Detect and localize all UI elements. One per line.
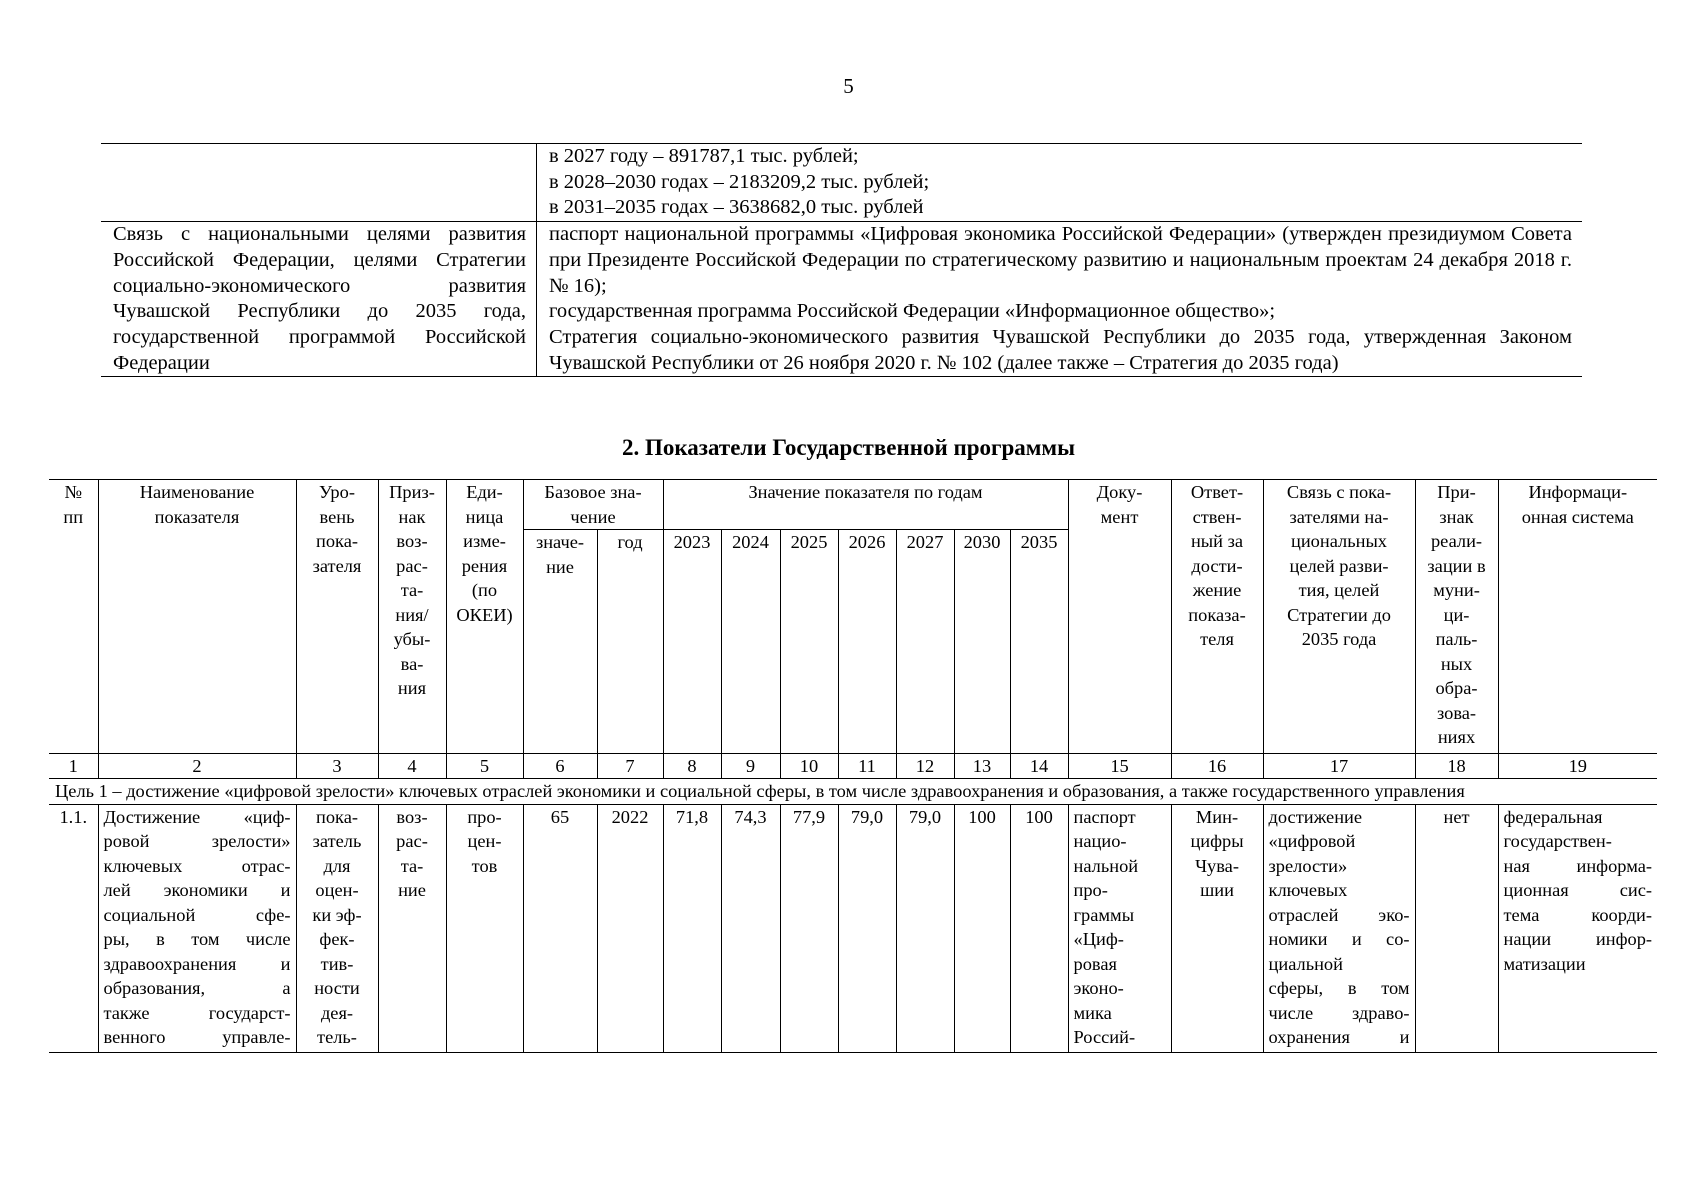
header-municipal: При- знак реали- зации в муни- ци- паль- ных обра- зова- ниях (1415, 480, 1498, 754)
header-year-2026: 2026 (838, 530, 896, 754)
header-years-group: Значение показателя по годам (663, 480, 1068, 530)
row-value-2025: 77,9 (780, 804, 838, 1052)
row-document: паспорт нацио- нальной про- граммы «Циф- ровая эконо- мика Россий- (1068, 804, 1171, 1052)
goal-row (49, 779, 1657, 805)
row-value-2027: 79,0 (896, 804, 954, 1052)
header-link: Связь с пока- зателями на- циональных целей разви- тия, целей Стратегии до 2035 года (1263, 480, 1415, 754)
funding-line: в 2028–2030 годах – 2183209,2 тыс. рублей; (549, 170, 930, 193)
passport-row-links (101, 222, 1582, 377)
section-title: 2. Показатели Государственной программы (621, 435, 1076, 460)
row-level: пока- затель для оцен- ки эф- фек- тив- ности дея- тель- (296, 804, 378, 1052)
column-number: 12 (896, 754, 954, 779)
table-row (49, 804, 1657, 1052)
column-number: 19 (1498, 754, 1657, 779)
goal-text: Цель 1 – достижение «цифровой зрелости» ключевых отраслей экономики и социальной сферы, в том числе здравоохранения и образования, а также государственного управления (49, 779, 1657, 805)
row-municipal: нет (1415, 804, 1498, 1052)
header-info-system: Информаци- онная система (1498, 480, 1657, 754)
indicators-table (49, 479, 1657, 1053)
header-year-2030: 2030 (954, 530, 1010, 754)
row-sign: воз- рас- та- ние (378, 804, 446, 1052)
column-number: 9 (721, 754, 780, 779)
row-unit: про- цен- тов (446, 804, 523, 1052)
header-document: Доку- мент (1068, 480, 1171, 754)
row-number: 1.1. (49, 804, 98, 1052)
column-number: 7 (597, 754, 663, 779)
column-number: 6 (523, 754, 597, 779)
passport-row-funding (101, 144, 1582, 222)
column-number: 11 (838, 754, 896, 779)
page-number: 5 (843, 74, 854, 98)
row-value-2030: 100 (954, 804, 1010, 1052)
column-number: 5 (446, 754, 523, 779)
header-year-2024: 2024 (721, 530, 780, 754)
header-base: Базовое зна- чение (523, 480, 663, 530)
header-unit: Еди- ница изме- рения (по ОКЕИ) (446, 480, 523, 754)
link-value-line: государственная программа Российской Федерации «Информационное общество»; (549, 300, 1276, 323)
header-year-2025: 2025 (780, 530, 838, 754)
funding-line: в 2027 году – 891787,1 тыс. рублей; (549, 145, 859, 167)
column-number: 18 (1415, 754, 1498, 779)
passport-link-value (537, 222, 1583, 377)
row-value-2023: 71,8 (663, 804, 721, 1052)
column-number: 3 (296, 754, 378, 779)
link-value-line: паспорт национальной программы «Цифровая экономика Российской Федерации» (утвержден президиумом Совета при Президенте Российской Федерации по стратегическому развитию и национальным проектам 24 декабря 2018 г. № 16); (549, 223, 1572, 297)
row-base-year: 2022 (597, 804, 663, 1052)
header-responsible: Ответ- ствен- ный за дости- жение показа- теля (1171, 480, 1263, 754)
header-level: Уро- вень пока- зателя (296, 480, 378, 754)
header-year-2035: 2035 (1010, 530, 1068, 754)
column-number: 4 (378, 754, 446, 779)
header-base-value: значе- ние (523, 530, 597, 754)
column-number: 8 (663, 754, 721, 779)
row-value-2035: 100 (1010, 804, 1068, 1052)
row-base-value: 65 (523, 804, 597, 1052)
column-number: 2 (98, 754, 296, 779)
column-number: 15 (1068, 754, 1171, 779)
header-name: Наименование показателя (98, 480, 296, 754)
column-number: 14 (1010, 754, 1068, 779)
header-year-2023: 2023 (663, 530, 721, 754)
row-indicator-name: Достижение «циф- ровой зрелости» ключевых отрас- лей экономики и социальной сфе- ры, в том числе здравоохранения и образования, а также государст- венного управле- (98, 804, 296, 1052)
passport-table (101, 143, 1582, 377)
passport-label-empty (101, 144, 537, 222)
link-value-line: Стратегия социально-экономического развития Чувашской Республики до 2035 года, утвержденная Законом Чувашской Республики от 26 ноября 2020 г. № 102 (далее также – Стратегия до 2035 года) (549, 325, 1572, 374)
header-year-2027: 2027 (896, 530, 954, 754)
column-number: 17 (1263, 754, 1415, 779)
row-link: достижение «цифровой зрелости» ключевых отраслей эко- номики и со- циальной сферы, в том числе здраво- охранения и (1263, 804, 1415, 1052)
funding-line: в 2031–2035 годах – 3638682,0 тыс. рублей (549, 196, 924, 219)
column-number: 16 (1171, 754, 1263, 779)
row-responsible: Мин- цифры Чува- шии (1171, 804, 1263, 1052)
column-number: 10 (780, 754, 838, 779)
column-number: 13 (954, 754, 1010, 779)
header-sign: Приз- нак воз- рас- та- ния/ убы- ва- ния (378, 480, 446, 754)
header-base-year: год (597, 530, 663, 754)
column-numbers-row (49, 754, 1657, 779)
passport-funding-value (537, 144, 1583, 222)
header-no: № пп (49, 480, 98, 754)
row-info-system: федеральная государствен- ная информа- ционная сис- тема коорди- нации инфор- матизации (1498, 804, 1657, 1052)
column-number: 1 (49, 754, 98, 779)
passport-link-label: Связь с национальными целями развития Российской Федерации, целями Стратегии социально-экономического развития Чувашской Республики до 2035 года, государственной программой Российской Федерации (101, 222, 537, 377)
header-row-1 (49, 480, 1657, 530)
row-value-2024: 74,3 (721, 804, 780, 1052)
row-value-2026: 79,0 (838, 804, 896, 1052)
